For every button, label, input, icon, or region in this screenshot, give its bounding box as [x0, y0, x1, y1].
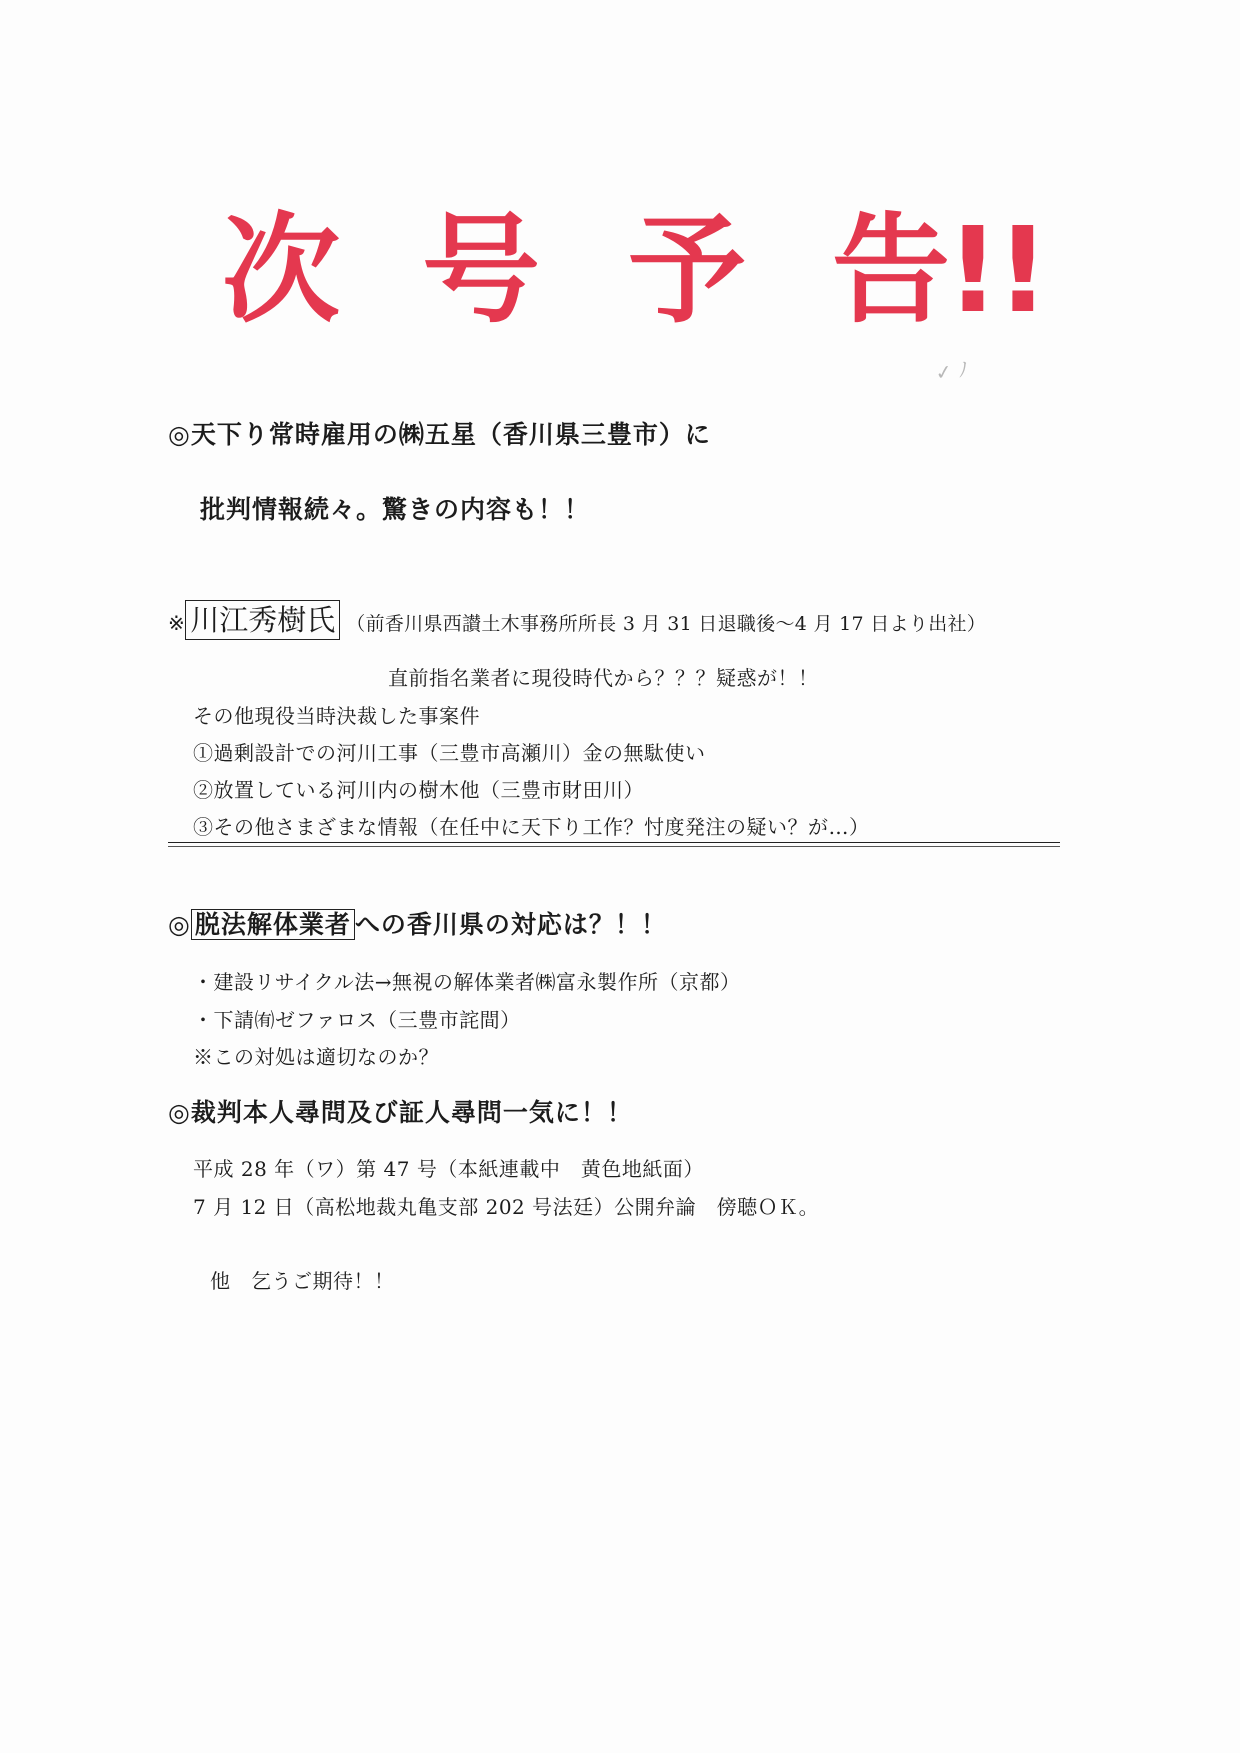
- section2-line-suspicion: 直前指名業者に現役時代から？？？疑惑が！！: [388, 666, 819, 690]
- section4-heading: ◎裁判本人尋問及び証人尋問一気に！！: [168, 1098, 633, 1127]
- section1-subheading: 批判情報続々。驚きの内容も！！: [200, 495, 591, 524]
- section2-item-2: ②放置している河川内の樹木他（三豊市財田川）: [193, 778, 644, 802]
- note-mark: ※: [168, 611, 186, 635]
- section4-line-2: 7 月 12 日（高松地裁丸亀支部 202 号法廷）公開弁論 傍聴ＯＫ。: [193, 1195, 820, 1219]
- title-char-3: 予: [628, 201, 743, 339]
- section3-line-2: ・下請㈲ゼファロス（三豊市詫間）: [193, 1008, 521, 1032]
- section3-line-3: ※この対処は適切なのか？: [193, 1045, 439, 1069]
- section2-item-1: ①過剰設計での河川工事（三豊市高瀬川）金の無駄使い: [193, 741, 706, 765]
- section2-header: [168, 598, 986, 639]
- section-divider: [168, 842, 1060, 847]
- section2-item-3: ③その他さまざまな情報（在任中に天下り工作？忖度発注の疑い？が…）: [193, 815, 870, 839]
- section3-suffix: への香川県の対応は？！！: [354, 910, 667, 939]
- title-char-2: 号: [422, 201, 537, 339]
- section3-prefix: ◎: [168, 910, 191, 939]
- person-name-note: （前香川県西讃土木事務所所長 3 月 31 日退職後～4 月 17 日より出社）: [346, 613, 987, 635]
- section4-line-1: 平成 28 年（ワ）第 47 号（本紙連載中 黄色地紙面）: [193, 1157, 704, 1181]
- section3-heading: [168, 905, 667, 941]
- title-char-4: 告!!: [832, 201, 1046, 339]
- closing-text: 他 乞うご期待！！: [210, 1269, 395, 1293]
- section3-boxed-term: 脱法解体業者: [191, 909, 355, 940]
- pencil-scribble-mark: ✓ ﾉ: [933, 356, 970, 386]
- section2-line-cases: その他現役当時決裁した事案件: [193, 704, 480, 728]
- title-char-1: 次: [222, 201, 337, 339]
- person-name-box: 川江秀樹氏: [185, 600, 340, 640]
- section1-heading: ◎天下り常時雇用の㈱五星（香川県三豊市）に: [168, 420, 711, 449]
- section3-line-1: ・建設リサイクル法→無視の解体業者㈱富永製作所（京都）: [193, 970, 741, 994]
